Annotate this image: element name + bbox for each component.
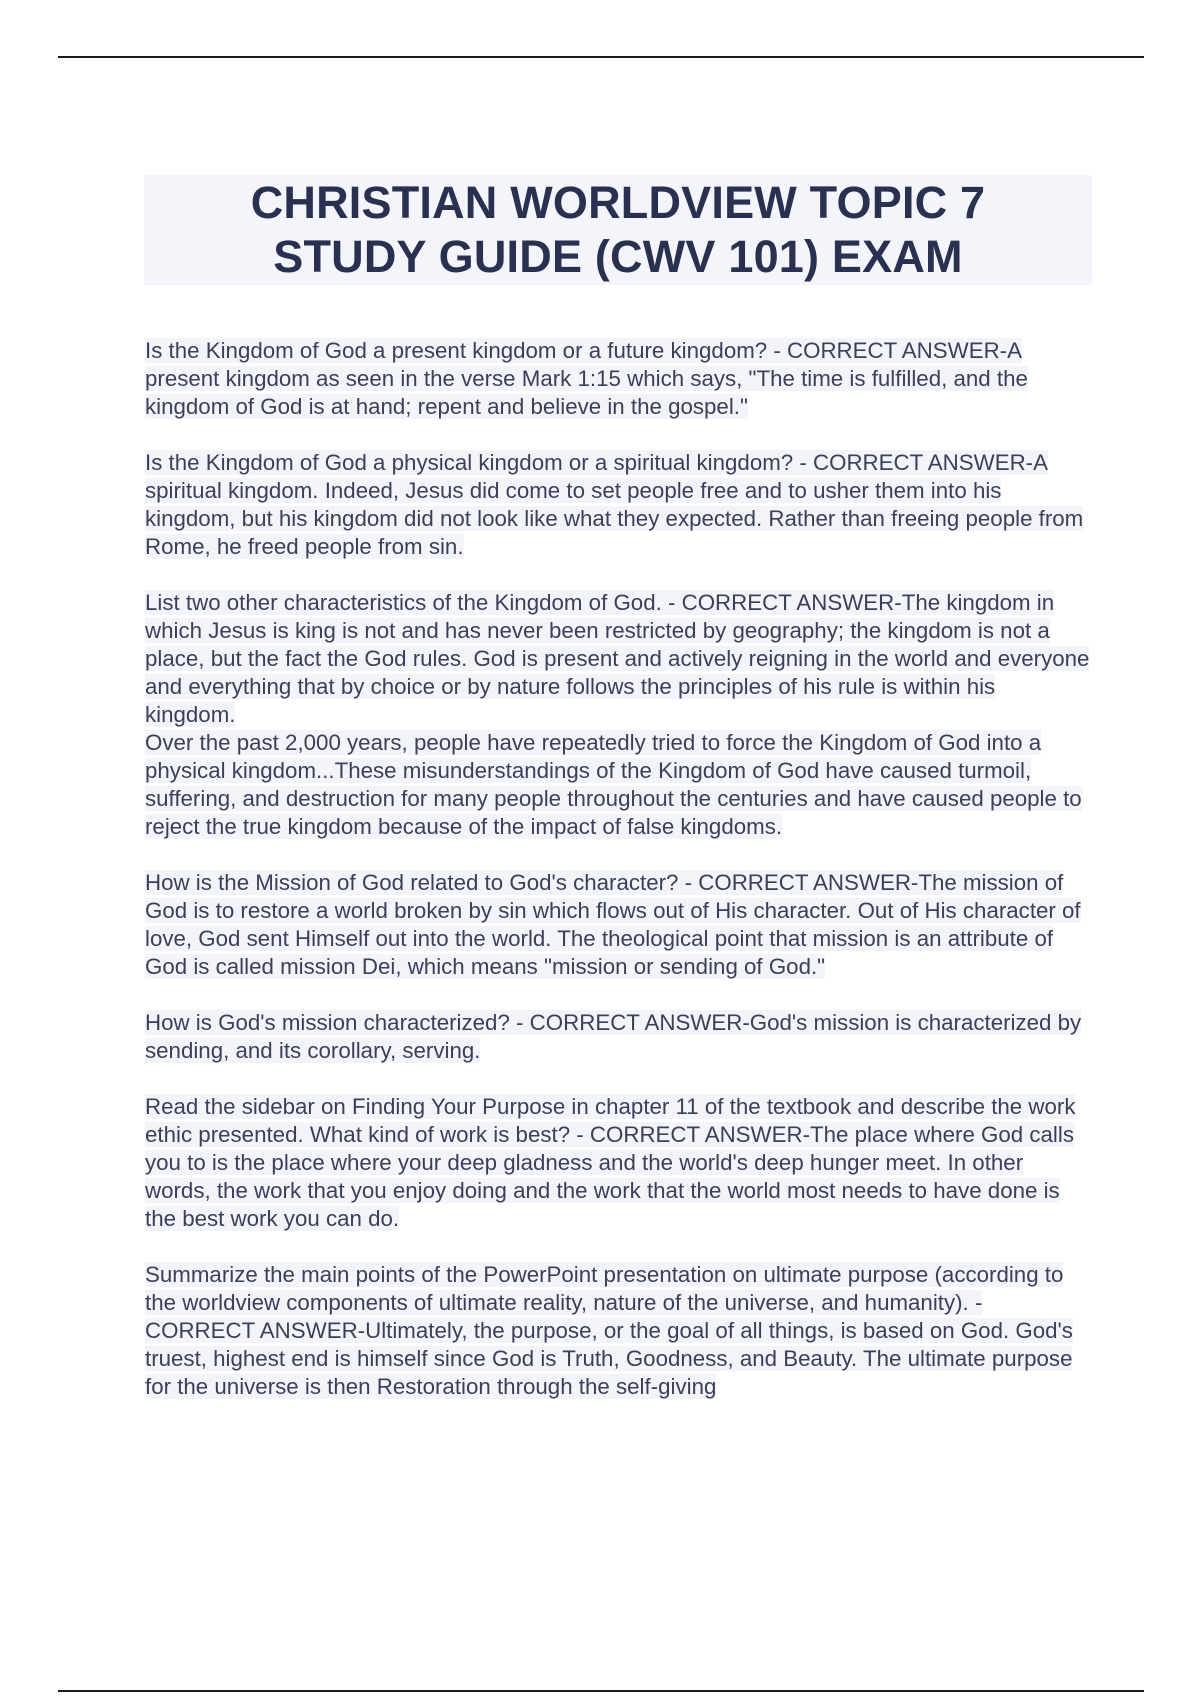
entry-text: Is the Kingdom of God a physical kingdom or a spiritual kingdom? - CORRECT ANSWER-A spiritual kingdom. Indeed, Jesus did come to set people free and to usher them into his kingdom, but his kingdom did not look like what they expected. Rather than freeing people from Rome, he freed people from sin. — [145, 450, 1084, 559]
title-line-1: CHRISTIAN WORLDVIEW TOPIC 7 — [250, 177, 986, 228]
entry-text: Is the Kingdom of God a present kingdom or a future kingdom? - CORRECT ANSWER-A present kingdom as seen in the verse Mark 1:15 which says, "The time is fulfilled, and the kingdom of God is at hand; repent and believe in the gospel." — [145, 338, 1028, 419]
entry-text: Read the sidebar on Finding Your Purpose in chapter 11 of the textbook and describe the work ethic presented. What kind of work is best? - CORRECT ANSWER-The place where God calls you to is the place where your deep gladness and the world's deep hunger meet. In other words, the work that you enjoy doing and the work that the world most needs to have done is the best work you can do. — [145, 1094, 1076, 1231]
entry-paragraph — [145, 337, 1090, 421]
qa-entry-6 — [145, 1093, 1090, 1233]
qa-entry-4 — [145, 869, 1090, 981]
document-title — [144, 175, 1092, 285]
entry-text: How is God's mission characterized? - CORRECT ANSWER-God's mission is characterized by sending, and its corollary, serving. — [145, 1010, 1082, 1063]
title-line-2: STUDY GUIDE (CWV 101) EXAM — [273, 231, 963, 282]
bottom-rule — [58, 1690, 1144, 1692]
entry-paragraph — [145, 869, 1090, 981]
qa-entry-5 — [145, 1009, 1090, 1065]
entry-text: List two other characteristics of the Kingdom of God. - CORRECT ANSWER-The kingdom in which Jesus is king is not and has never been restricted by geography; the kingdom is not a place, but the fact the God rules. God is present and actively reigning in the world and everyone and everything that by choice or by nature follows the principles of his rule is within his kingdom. — [145, 590, 1090, 727]
entry-text: How is the Mission of God related to God's character? - CORRECT ANSWER-The mission of God is to restore a world broken by sin which flows out of His character. Out of His character of love, God sent Himself out into the world. The theological point that mission is an attribute of God is called mission Dei, which means "mission or sending of God." — [145, 870, 1081, 979]
qa-entry-3 — [145, 589, 1090, 841]
qa-entry-7 — [145, 1261, 1090, 1401]
entry-paragraph — [145, 449, 1090, 561]
entry-text: Summarize the main points of the PowerPoint presentation on ultimate purpose (according to the worldview components of ultimate reality, nature of the universe, and humanity). - CORRECT ANSWER-Ultimately, the purpose, or the goal of all things, is based on God. God's truest, highest end is himself since God is Truth, Goodness, and Beauty. The ultimate purpose for the universe is then Restoration through the self-giving — [145, 1262, 1073, 1399]
entry-text: Over the past 2,000 years, people have repeatedly tried to force the Kingdom of God into a physical kingdom...These misunderstandings of the Kingdom of God have caused turmoil, suffering, and destruction for many people throughout the centuries and have caused people to reject the true kingdom because of the impact of false kingdoms. — [145, 730, 1082, 839]
document-body — [145, 337, 1090, 1429]
entry-paragraph — [145, 1009, 1090, 1065]
entry-paragraph — [145, 1093, 1090, 1233]
entry-paragraph — [145, 729, 1090, 841]
qa-entry-1 — [145, 337, 1090, 421]
top-rule — [58, 56, 1144, 58]
qa-entry-2 — [145, 449, 1090, 561]
entry-paragraph — [145, 589, 1090, 729]
entry-paragraph — [145, 1261, 1090, 1401]
